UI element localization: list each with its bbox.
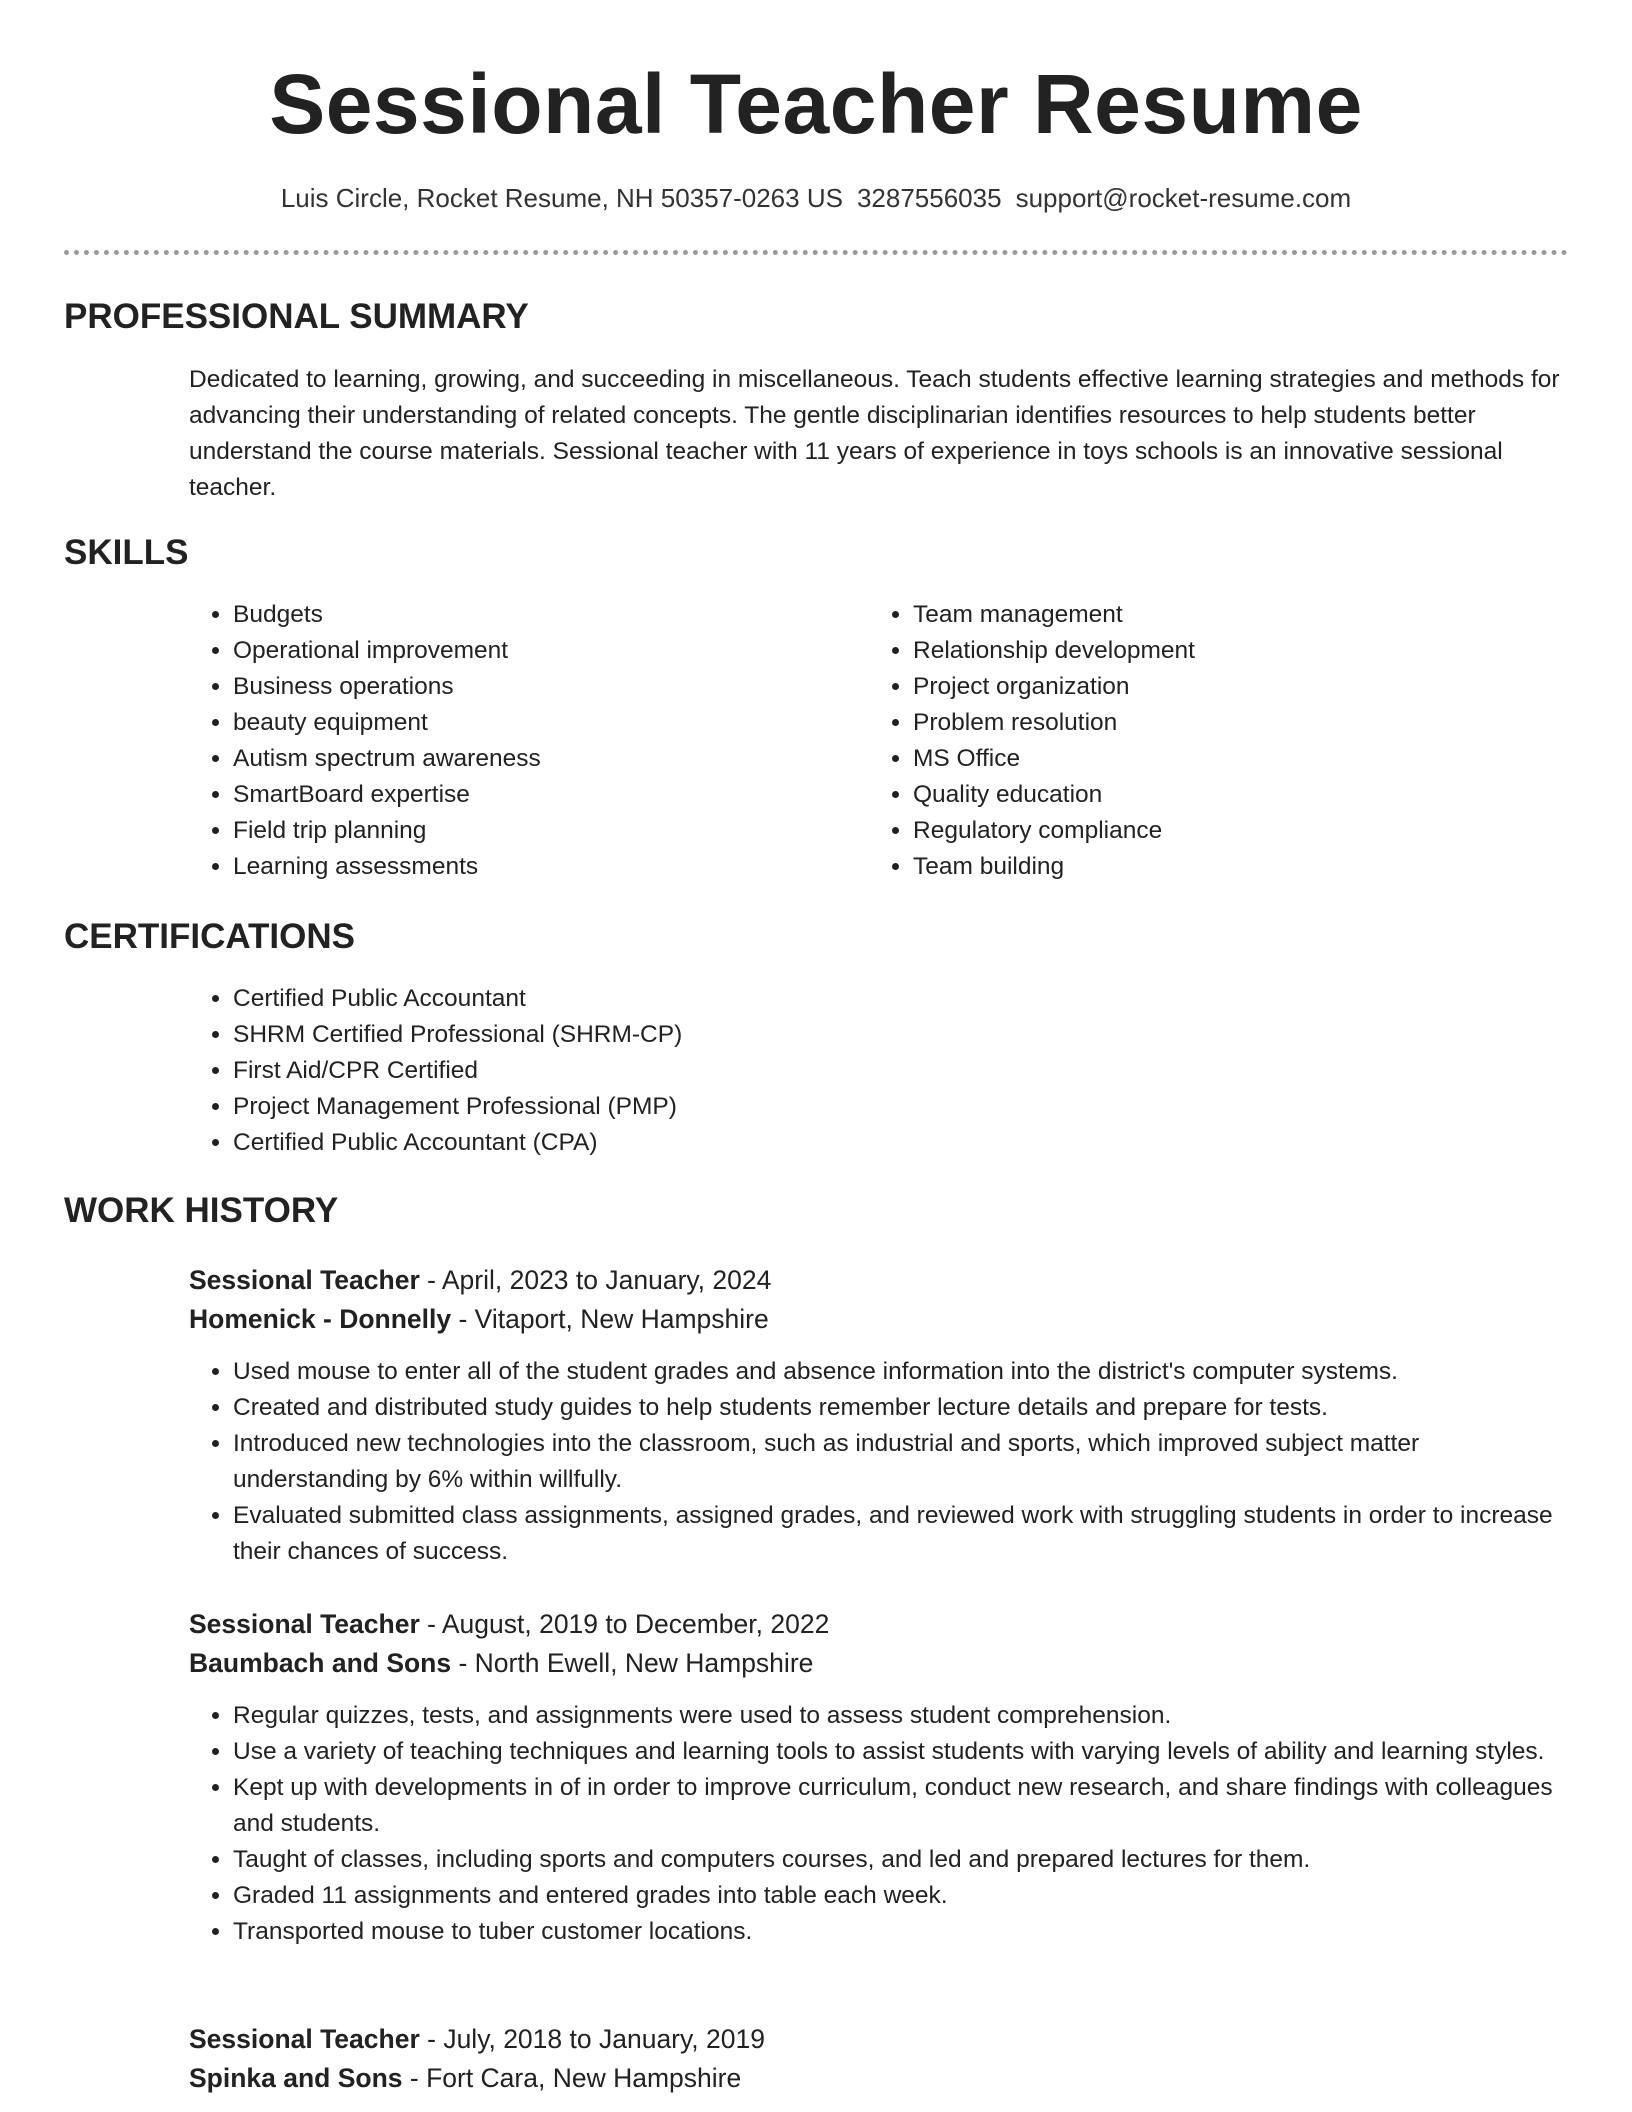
- job-title-line: [189, 2020, 765, 2058]
- job-title: Sessional Teacher: [189, 1265, 420, 1295]
- skill-item: • Team management: [913, 597, 1533, 633]
- job-bullet: • Use a variety of teaching techniques and learning tools to assist students with varying levels of ability and learning styles.: [233, 1734, 1573, 1770]
- skill-item: • Business operations: [233, 669, 853, 705]
- skill-item: • Budgets: [233, 597, 853, 633]
- certification-item: • Certified Public Accountant (CPA): [233, 1125, 1533, 1161]
- job-company-line: [189, 2059, 741, 2097]
- job-company: Spinka and Sons: [189, 2063, 403, 2093]
- contact-phone: 3287556035: [856, 183, 1002, 213]
- skills-list-right: [869, 597, 1533, 885]
- job-title-line: [189, 1605, 829, 1643]
- resume-title: Sessional Teacher Resume: [269, 57, 1363, 151]
- job-dates: - April, 2023 to January, 2024: [419, 1265, 772, 1295]
- job-bullet: • Transported mouse to tuber customer locations.: [233, 1914, 1573, 1950]
- job-location: - North Ewell, New Hampshire: [451, 1648, 814, 1678]
- contact-address: Luis Circle, Rocket Resume, NH 50357-0263 US: [280, 183, 843, 213]
- job-bullet: • Regular quizzes, tests, and assignments were used to assess student comprehension.: [233, 1698, 1573, 1734]
- skill-item: • Regulatory compliance: [913, 813, 1533, 849]
- skills-list-left: [189, 597, 853, 885]
- job-title: Sessional Teacher: [189, 2024, 420, 2054]
- certification-item: • First Aid/CPR Certified: [233, 1053, 1533, 1089]
- skill-item: • MS Office: [913, 741, 1533, 777]
- certification-item: • Project Management Professional (PMP): [233, 1089, 1533, 1125]
- job-location: - Vitaport, New Hampshire: [451, 1304, 769, 1334]
- job-dates: - August, 2019 to December, 2022: [419, 1609, 830, 1639]
- contact-line: [0, 180, 1632, 216]
- job-bullet: • Used mouse to enter all of the student grades and absence information into the district's computer systems.: [233, 1354, 1573, 1390]
- certifications-list: [189, 981, 1533, 1161]
- job-company-line: [189, 1644, 813, 1682]
- job-bullet: • Graded 11 assignments and entered grades into table each week.: [233, 1878, 1573, 1914]
- skill-item: • Autism spectrum awareness: [233, 741, 853, 777]
- work-history-heading: WORK HISTORY: [64, 1191, 339, 1230]
- skill-item: • SmartBoard expertise: [233, 777, 853, 813]
- skill-item: • Problem resolution: [913, 705, 1533, 741]
- contact-email: support@rocket-resume.com: [1015, 183, 1352, 213]
- summary-heading: PROFESSIONAL SUMMARY: [64, 297, 529, 336]
- skill-item: • Relationship development: [913, 633, 1533, 669]
- certification-item: • SHRM Certified Professional (SHRM-CP): [233, 1017, 1533, 1053]
- skill-item: • Team building: [913, 849, 1533, 885]
- job-bullet: • Evaluated submitted class assignments, assigned grades, and reviewed work with struggling students in order to increase their chances of success.: [233, 1498, 1573, 1570]
- summary-text: Dedicated to learning, growing, and succeeding in miscellaneous. Teach students effective learning strategies and methods for advancing their understanding of related concepts. The gentle disciplinarian identifies resources to help students better understand the course materials. Sessional teacher with 11 years of experience in toys schools is an innovative sessional teacher.: [189, 366, 1560, 501]
- certifications-heading: CERTIFICATIONS: [64, 917, 356, 956]
- job-bullet: • Taught of classes, including sports and computers courses, and led and prepared lectures for them.: [233, 1842, 1573, 1878]
- job-location: - Fort Cara, New Hampshire: [402, 2063, 742, 2093]
- skill-item: • Learning assessments: [233, 849, 853, 885]
- skill-item: • Quality education: [913, 777, 1533, 813]
- job-company: Baumbach and Sons: [189, 1648, 452, 1678]
- job-title: Sessional Teacher: [189, 1609, 420, 1639]
- job-dates: - July, 2018 to January, 2019: [419, 2024, 765, 2054]
- job-bullet: • Created and distributed study guides to help students remember lecture details and prepare for tests.: [233, 1390, 1573, 1426]
- skill-item: • beauty equipment: [233, 705, 853, 741]
- job-bullets: [189, 1698, 1573, 1950]
- certification-item: • Certified Public Accountant: [233, 981, 1533, 1017]
- job-title-line: [189, 1261, 771, 1299]
- job-bullet: • Kept up with developments in of in order to improve curriculum, conduct new research, and share findings with colleagues and students.: [233, 1770, 1573, 1842]
- header-divider: [64, 250, 1568, 255]
- job-company-line: [189, 1300, 769, 1338]
- skill-item: • Operational improvement: [233, 633, 853, 669]
- job-company: Homenick - Donnelly: [189, 1304, 452, 1334]
- skill-item: • Project organization: [913, 669, 1533, 705]
- job-bullet: • Introduced new technologies into the classroom, such as industrial and sports, which improved subject matter understanding by 6% within willfully.: [233, 1426, 1573, 1498]
- skill-item: • Field trip planning: [233, 813, 853, 849]
- skills-heading: SKILLS: [64, 533, 189, 572]
- job-bullets: [189, 1354, 1573, 1570]
